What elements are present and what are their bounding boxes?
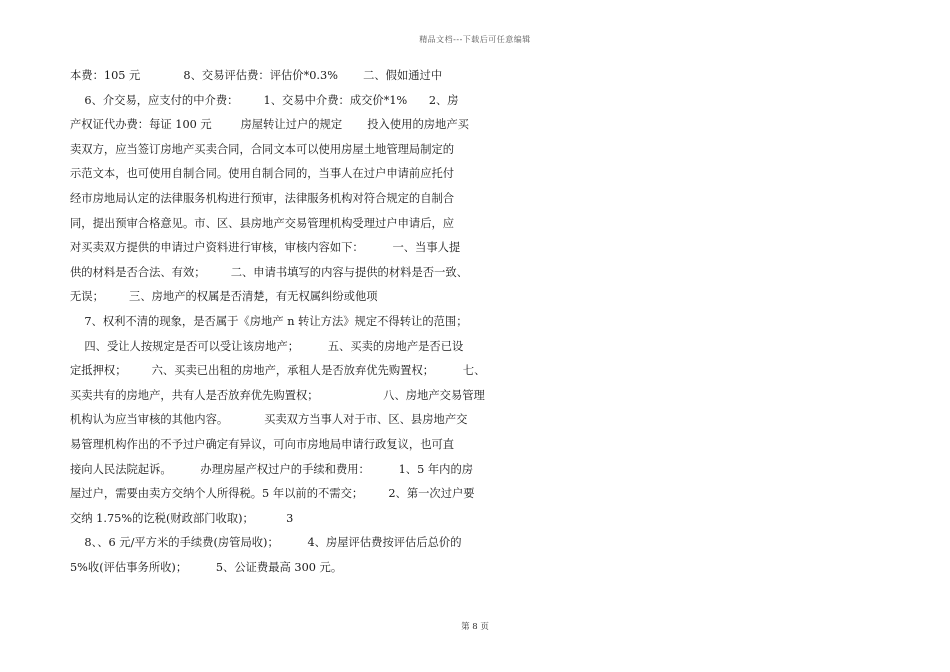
page-header-note: 精品文档---下载后可任意编辑 xyxy=(419,35,531,44)
text-line-21: 5%收(评估事务所收)； 5、公证费最高 300 元。 xyxy=(70,560,343,574)
text-line-2: 6、介交易，应支付的中介费： 1、交易中介费：成交价*1% 2、房 xyxy=(70,93,459,107)
text-line-13: 定抵押权； 六、买卖已出租的房地产，承租人是否放弃优先购置权； 七、 xyxy=(70,364,486,378)
text-line-11: 7、权利不清的现象，是否属于《房地产 n 转让方法》规定不得转让的范围； xyxy=(70,314,468,328)
text-line-8: 对买卖双方提供的申请过户资料进行审核，审核内容如下： 一、当事人提 xyxy=(70,241,461,255)
text-line-15: 机构认为应当审核的其他内容。 买卖双方当事人对于市、区、县房地产交 xyxy=(70,413,468,427)
text-line-6: 经市房地局认定的法律服务机构进行预审，法律服务机构对符合规定的自制合 xyxy=(70,191,455,205)
text-line-17: 接向人民法院起诉。 办理房屋产权过户的手续和费用： 1、5 年内的房 xyxy=(70,462,474,476)
text-line-12: 四、受让人按规定是否可以受让该房地产； 五、买卖的房地产是否已设 xyxy=(70,339,464,353)
text-line-1: 本费：105 元 8、交易评估费：评估价*0.3% 二、假如通过中 xyxy=(70,69,443,82)
text-line-5: 示范文本，也可使用自制合同。使用自制合同的，当事人在过户申请前应托付 xyxy=(70,167,455,181)
text-line-7: 同，提出预审合格意见。市、区、县房地产交易管理机构受理过户申请后，应 xyxy=(70,216,455,230)
text-line-18: 屋过户，需要由卖方交纳个人所得税。5 年以前的不需交； 2、第一次过户要 xyxy=(70,487,475,501)
text-line-19: 交纳 1.75%的讫税(财政部门收取)； 3 xyxy=(70,511,294,525)
text-line-10: 无误； 三、房地产的权属是否清楚，有无权属纠纷或他项 xyxy=(70,290,378,304)
text-line-16: 易管理机构作出的不予过户确定有异议，可向市房地局申请行政复议，也可直 xyxy=(70,437,455,451)
text-line-4: 卖双方，应当签订房地产买卖合同，合同文本可以使用房屋土地管理局制定的 xyxy=(70,142,455,156)
text-line-3: 产权证代办费：每证 100 元 房屋转让过户的规定 投入使用的房地产买 xyxy=(70,118,469,132)
page-number: 第 8 页 xyxy=(461,622,489,632)
text-line-9: 供的材料是否合法、有效； 二、申请书填写的内容与提供的材料是否一致、 xyxy=(70,265,468,279)
text-line-20: 8、、6 元/平方米的手续费(房管局收)； 4、房屋评估费按评估后总价的 xyxy=(70,536,462,550)
text-line-14: 买卖共有的房地产，共有人是否放弃优先购置权； 八、房地产交易管理 xyxy=(70,388,485,402)
document-body xyxy=(70,64,486,580)
